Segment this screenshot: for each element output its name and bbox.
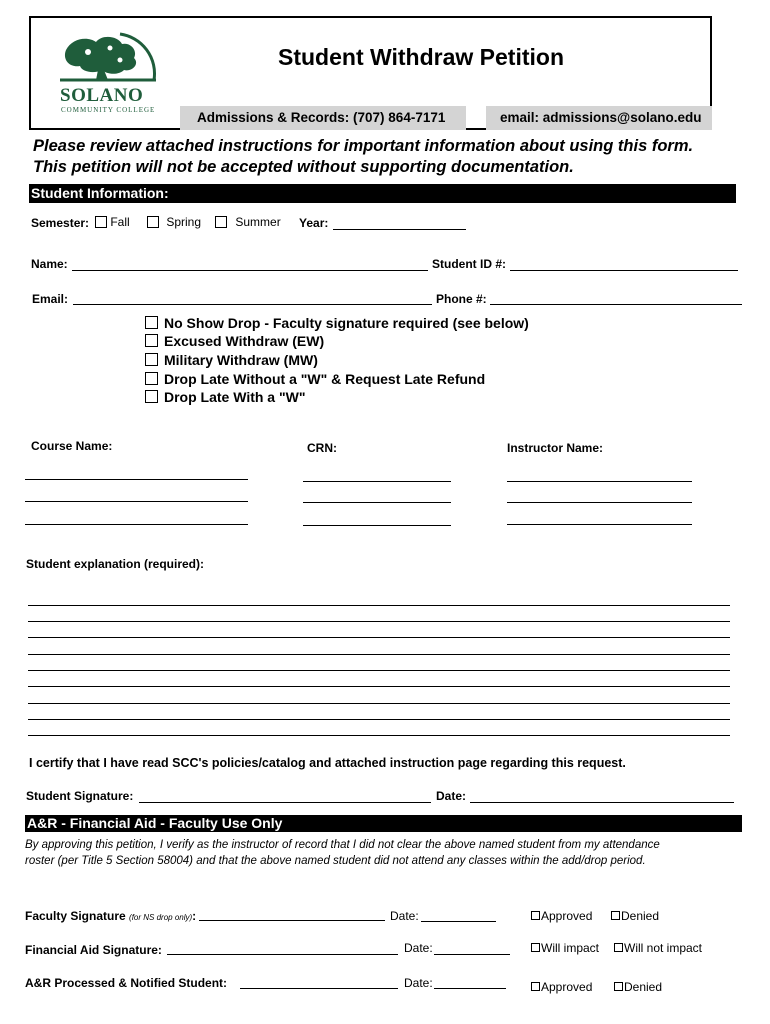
logo-subtitle: COMMUNITY COLLEGE (61, 106, 156, 114)
crn-field[interactable] (303, 525, 451, 526)
denied-label: Denied (621, 909, 660, 923)
crn-label: CRN: (307, 441, 337, 455)
ar-processed-field[interactable] (240, 988, 398, 989)
faculty-colon: : (192, 909, 197, 923)
explanation-line[interactable] (28, 621, 730, 622)
military-checkbox[interactable] (145, 353, 158, 366)
explanation-line[interactable] (28, 654, 730, 655)
explanation-line[interactable] (28, 605, 730, 606)
option-military-withdraw[interactable] (145, 352, 318, 368)
notice-line-1: Please review attached instructions for important information about using this form. (33, 137, 694, 155)
office-use-heading: A&R - Financial Aid - Faculty Use Only (25, 815, 742, 832)
certify-statement: I certify that I have read SCC's policies/catalog and attached instruction page regarding this request. (29, 756, 626, 770)
explanation-line[interactable] (28, 719, 730, 720)
will-not-impact-checkbox[interactable] (614, 943, 623, 952)
faculty-statement-line-1: By approving this petition, I verify as the instructor of record that I did not clear the above named student from my attendance (25, 839, 660, 851)
student-id-field[interactable] (510, 270, 738, 271)
name-field[interactable] (72, 270, 428, 271)
summer-checkbox[interactable] (215, 216, 227, 228)
course-name-field[interactable] (25, 501, 248, 502)
email-field[interactable] (73, 304, 432, 305)
name-label: Name: (31, 257, 68, 271)
explanation-line[interactable] (28, 735, 730, 736)
ar-approved-label: Approved (541, 980, 593, 994)
faculty-denied[interactable] (611, 909, 659, 923)
ar-approved[interactable] (531, 980, 592, 994)
faculty-statement-line-2: roster (per Title 5 Section 58004) and that the above named student did not attend any classes within the add/drop period. (25, 855, 646, 867)
option-drop-late-with-w[interactable] (145, 389, 305, 405)
spring-label: Spring (166, 215, 202, 229)
admissions-phone: Admissions & Records: (707) 864-7171 (180, 106, 466, 130)
explanation-line[interactable] (28, 686, 730, 687)
semester-fall[interactable] (95, 215, 130, 229)
year-field[interactable] (333, 229, 466, 230)
student-signature-label: Student Signature: (26, 789, 134, 803)
approved-checkbox[interactable] (531, 911, 540, 920)
explanation-line[interactable] (28, 670, 730, 671)
option-drop-late-without-w[interactable] (145, 371, 485, 387)
option-no-show-drop[interactable] (145, 315, 529, 331)
course-name-field[interactable] (25, 524, 248, 525)
instructor-name-field[interactable] (507, 481, 692, 482)
denied-checkbox[interactable] (611, 911, 620, 920)
instructor-name-label: Instructor Name: (507, 441, 604, 455)
notice-line-2: This petition will not be accepted without supporting documentation. (33, 158, 574, 176)
ar-denied-label: Denied (624, 980, 663, 994)
faculty-date-label: Date: (390, 909, 419, 923)
fall-label: Fall (110, 215, 130, 229)
financial-aid-date-field[interactable] (434, 954, 510, 955)
will-impact-label: Will impact (541, 941, 600, 955)
instructor-name-field[interactable] (507, 524, 692, 525)
ar-date-label: Date: (404, 976, 433, 990)
will-not-impact-option[interactable] (614, 941, 702, 955)
drop-late-without-w-checkbox[interactable] (145, 372, 158, 385)
option-label: Military Withdraw (MW) (164, 352, 318, 368)
student-signature-field[interactable] (139, 802, 431, 803)
faculty-date-field[interactable] (421, 921, 496, 922)
will-impact-checkbox[interactable] (531, 943, 540, 952)
option-label: Drop Late With a "W" (164, 389, 306, 405)
option-label: Excused Withdraw (EW) (164, 333, 325, 349)
college-logo (58, 30, 158, 115)
ar-date-field[interactable] (434, 988, 506, 989)
faculty-signature-field[interactable] (199, 920, 385, 921)
ar-approved-checkbox[interactable] (531, 982, 540, 991)
option-label: No Show Drop - Faculty signature required (see below) (164, 315, 529, 331)
student-date-field[interactable] (470, 802, 734, 803)
faculty-signature-label: Faculty Signature (25, 909, 126, 923)
semester-summer[interactable] (215, 215, 281, 229)
faculty-approved[interactable] (531, 909, 592, 923)
course-name-label: Course Name: (31, 439, 113, 453)
explanation-label: Student explanation (required): (26, 557, 205, 571)
excused-checkbox[interactable] (145, 334, 158, 347)
page-title: Student Withdraw Petition (278, 44, 564, 70)
financial-aid-signature-label: Financial Aid Signature: (25, 943, 162, 957)
phone-field[interactable] (490, 304, 742, 305)
semester-spring[interactable] (147, 215, 201, 229)
explanation-line[interactable] (28, 637, 730, 638)
student-id-label: Student ID #: (432, 257, 506, 271)
spring-checkbox[interactable] (147, 216, 159, 228)
year-label: Year: (299, 216, 329, 230)
summer-label: Summer (235, 215, 281, 229)
semester-label: Semester: (31, 216, 90, 230)
will-not-impact-label: Will not impact (624, 941, 703, 955)
faculty-signature-label-group (25, 909, 196, 923)
student-info-heading: Student Information: (29, 184, 736, 203)
approved-label: Approved (541, 909, 593, 923)
option-label: Drop Late Without a "W" & Request Late Refund (164, 371, 486, 387)
fall-checkbox[interactable] (95, 216, 107, 228)
tree-logo-icon (58, 30, 158, 82)
logo-name: SOLANO (60, 85, 144, 106)
ar-denied-checkbox[interactable] (614, 982, 623, 991)
no-show-checkbox[interactable] (145, 316, 158, 329)
ar-denied[interactable] (614, 980, 662, 994)
instructor-name-field[interactable] (507, 502, 692, 503)
faculty-note: (for NS drop only) (129, 913, 193, 922)
explanation-line[interactable] (28, 703, 730, 704)
financial-aid-signature-field[interactable] (167, 954, 398, 955)
will-impact-option[interactable] (531, 941, 599, 955)
drop-late-with-w-checkbox[interactable] (145, 390, 158, 403)
crn-field[interactable] (303, 502, 451, 503)
financial-aid-date-label: Date: (404, 941, 433, 955)
ar-processed-label: A&R Processed & Notified Student: (25, 976, 228, 990)
admissions-email: email: admissions@solano.edu (486, 106, 712, 130)
phone-label: Phone #: (436, 292, 487, 306)
course-name-field[interactable] (25, 479, 248, 480)
student-date-label: Date: (436, 789, 467, 803)
option-excused-withdraw[interactable] (145, 333, 324, 349)
crn-field[interactable] (303, 481, 451, 482)
email-label: Email: (32, 292, 69, 306)
